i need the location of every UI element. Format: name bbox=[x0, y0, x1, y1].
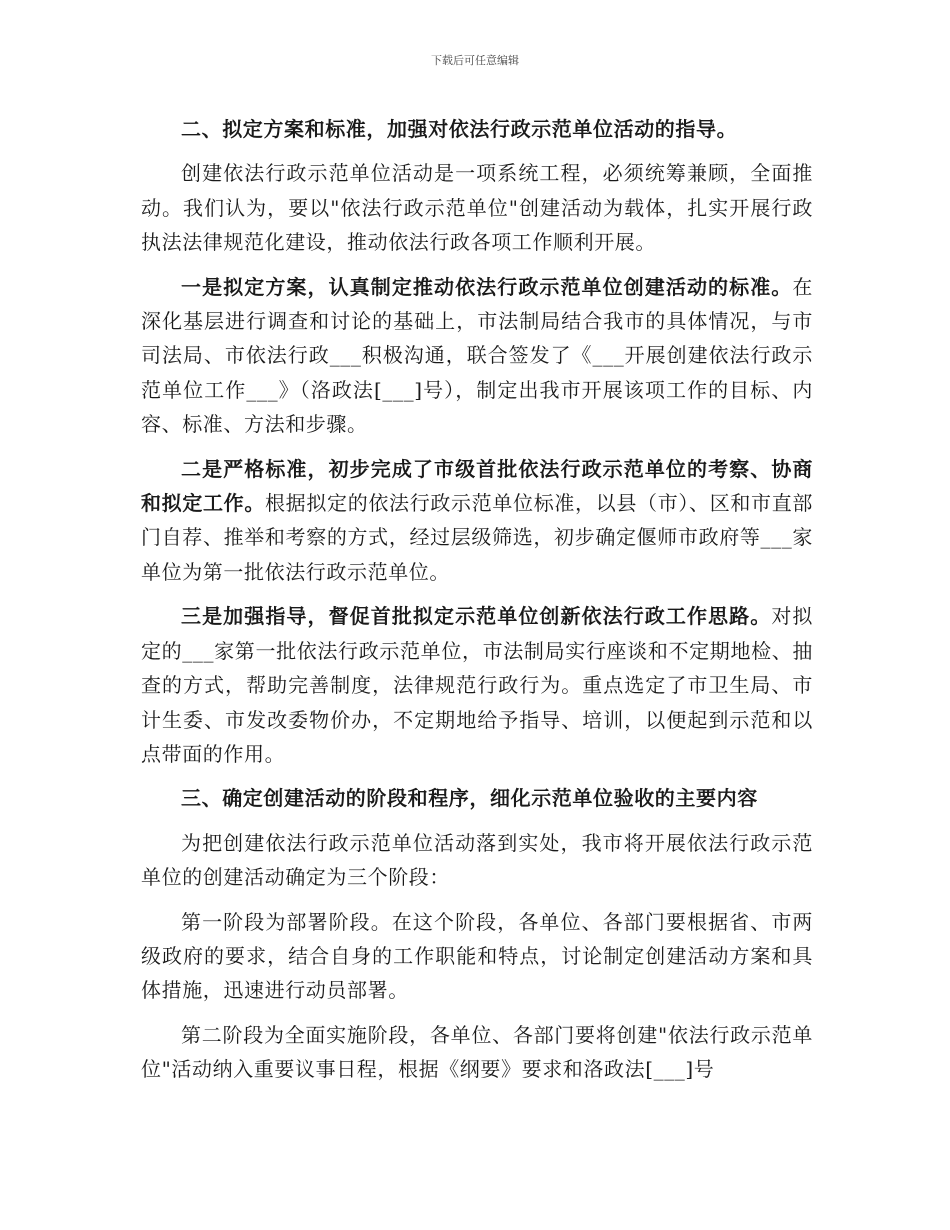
document-body bbox=[141, 112, 813, 1087]
section-heading-3: 三、确定创建活动的阶段和程序，细化示范单位验收的主要内容 bbox=[181, 786, 758, 811]
paragraph-stage-2: 第二阶段为全面实施阶段，各单位、各部门要将创建"依法行政示范单位"活动纳入重要议事日程，根据《纲要》要求和洛政法[___]号 bbox=[141, 1022, 813, 1082]
paragraph-point-3 bbox=[141, 599, 813, 771]
point-1-lead: 一是拟定方案，认真制定推动依法行政示范单位创建活动的标准。 bbox=[181, 274, 793, 299]
paragraph-stages-intro: 为把创建依法行政示范单位活动落到实处，我市将开展依法行政示范单位的创建活动确定为三个阶段： bbox=[141, 830, 813, 890]
section-heading-2: 二、拟定方案和标准，加强对依法行政示范单位活动的指导。 bbox=[181, 117, 738, 141]
point-2-lead: 二是严格标准，初步完成了市级首批依法行政示范单位的考察、协商和拟定工作。 bbox=[141, 456, 813, 516]
paragraph-intro: 创建依法行政示范单位活动是一项系统工程，必须统筹兼顾，全面推动。我们认为，要以"依法行政示范单位"创建活动为载体，扎实开展行政执法法律规范化建设，推动依法行政各项工作顺利开展。 bbox=[141, 161, 813, 255]
paragraph-point-2 bbox=[141, 452, 813, 590]
point-3-text: 对拟定的___家第一批依法行政示范单位，市法制局实行座谈和不定期地检、抽查的方式，帮助完善制度，法律规范行政行为。重点选定了市卫生局、市计生委、市发改委物价办，不定期地给予指导、培训，以便起到示范和以点带面的作用。 bbox=[141, 604, 813, 766]
paragraph-point-1 bbox=[141, 270, 813, 442]
point-1-text: 在深化基层进行调查和讨论的基础上，市法制局结合我市的具体情况，与市司法局、市依法行政___积极沟通，联合签发了《___开展创建依法行政示范单位工作___》（洛政法[___]号），制定出我市开展该项工作的目标、内容、标准、方法和步骤。 bbox=[141, 274, 813, 437]
point-3-lead: 三是加强指导，督促首批拟定示范单位创新依法行政工作思路。 bbox=[181, 604, 772, 629]
point-2-text: 根据拟定的依法行政示范单位标准，以县（市）、区和市直部门自荐、推举和考察的方式，经过层级筛选，初步确定偃师市政府等___家单位为第一批依法行政示范单位。 bbox=[141, 491, 813, 584]
paragraph-stage-1: 第一阶段为部署阶段。在这个阶段，各单位、各部门要根据省、市两级政府的要求，结合自身的工作职能和特点，讨论制定创建活动方案和具体措施，迅速进行动员部署。 bbox=[141, 909, 813, 1003]
page-header: 下载后可任意编辑 bbox=[431, 54, 519, 67]
